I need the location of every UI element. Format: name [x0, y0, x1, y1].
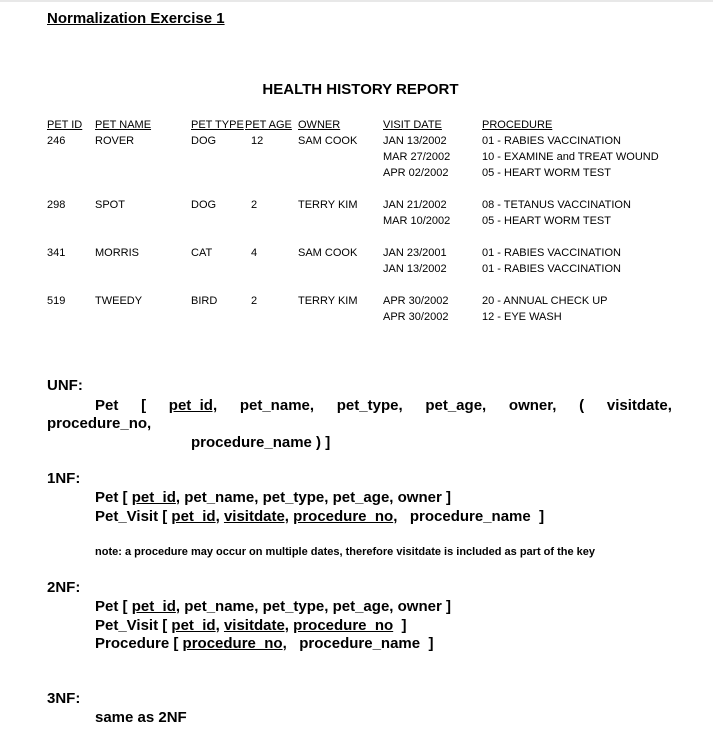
pet-type: DOG	[191, 135, 217, 147]
relation-open: Pet_Visit [	[95, 508, 172, 525]
key-pet-id: pet_id	[131, 489, 176, 506]
pet-owner: SAM COOK	[298, 247, 358, 259]
unf-label: UNF:	[47, 377, 83, 394]
relation-open: Pet [	[95, 489, 132, 506]
nf1-note: note: a procedure may occur on multiple dates, therefore visitdate is included as part of the key	[95, 546, 596, 558]
unf-word: visitdate,	[606, 397, 672, 414]
pet-owner: TERRY KIM	[298, 199, 358, 211]
key-visitdate: visitdate,	[223, 508, 289, 525]
pet-type: CAT	[191, 247, 213, 259]
pet-name: SPOT	[95, 199, 125, 211]
unf-word: pet_name,	[239, 397, 315, 414]
relation-open: Pet_Visit [	[95, 617, 172, 634]
header-pet-id: PET ID	[47, 119, 83, 131]
key-pet-id: pet_id	[131, 598, 176, 615]
pet-age: 2	[251, 199, 258, 211]
visit-date: MAR 10/2002	[383, 215, 451, 227]
nf2-pet-relation	[95, 598, 451, 615]
key-procedure-no: procedure_no	[293, 508, 394, 525]
relation-open: Procedure [	[95, 635, 183, 652]
unf-word: [	[141, 397, 147, 414]
nf3-label: 3NF:	[47, 690, 81, 707]
separator: ,	[215, 508, 224, 525]
procedure: 08 - TETANUS VACCINATION	[482, 199, 631, 211]
unf-line-1	[95, 397, 672, 414]
report-title: HEALTH HISTORY REPORT	[262, 81, 459, 98]
visit-date: JAN 21/2002	[383, 199, 447, 211]
nf1-pet-visit-relation	[95, 508, 544, 525]
pet-name: ROVER	[95, 135, 135, 147]
pet-age: 4	[251, 247, 258, 259]
nf2-pet-visit-relation	[95, 617, 407, 634]
relation-rest: , pet_name, pet_type, pet_age, owner ]	[175, 598, 451, 615]
relation-rest: , procedure_name ]	[282, 635, 434, 652]
unf-word: pet_type,	[336, 397, 403, 414]
pet-name: MORRIS	[95, 247, 139, 259]
procedure: 05 - HEART WORM TEST	[482, 215, 611, 227]
unf-line-3: procedure_name ) ]	[191, 434, 331, 451]
procedure: 12 - EYE WASH	[482, 311, 562, 323]
nf3-text: same as 2NF	[95, 709, 187, 726]
header-pet-age: PET AGE	[245, 119, 292, 131]
pet-type: DOG	[191, 199, 217, 211]
unf-word: owner,	[508, 397, 557, 414]
procedure: 20 - ANNUAL CHECK UP	[482, 295, 608, 307]
pet-age: 2	[251, 295, 258, 307]
key-pet-id: pet_id	[171, 617, 216, 634]
pet-id: 246	[47, 135, 66, 147]
document-title: Normalization Exercise 1	[47, 10, 225, 27]
unf-key-pet-id: pet_id,	[168, 397, 218, 414]
visit-date: JAN 13/2002	[383, 135, 447, 147]
procedure: 01 - RABIES VACCINATION	[482, 263, 621, 275]
header-owner: OWNER	[298, 119, 341, 131]
relation-open: Pet [	[95, 598, 132, 615]
pet-name: TWEEDY	[95, 295, 143, 307]
pet-id: 341	[47, 247, 66, 259]
procedure: 01 - RABIES VACCINATION	[482, 135, 621, 147]
pet-owner: SAM COOK	[298, 135, 358, 147]
visit-date: APR 30/2002	[383, 295, 449, 307]
key-procedure-no: procedure_no	[293, 617, 394, 634]
header-pet-type: PET TYPE	[191, 119, 244, 131]
visit-date: APR 30/2002	[383, 311, 449, 323]
header-pet-name: PET NAME	[95, 119, 152, 131]
pet-owner: TERRY KIM	[298, 295, 358, 307]
visit-date: JAN 13/2002	[383, 263, 447, 275]
nf1-label: 1NF:	[47, 470, 81, 487]
procedure: 05 - HEART WORM TEST	[482, 167, 611, 179]
procedure: 01 - RABIES VACCINATION	[482, 247, 621, 259]
visit-date: JAN 23/2001	[383, 247, 447, 259]
top-border	[0, 0, 713, 2]
nf2-label: 2NF:	[47, 579, 81, 596]
key-visitdate: visitdate,	[223, 617, 289, 634]
pet-type: BIRD	[191, 295, 218, 307]
nf2-procedure-relation	[95, 635, 433, 652]
unf-word: pet_age,	[425, 397, 487, 414]
unf-word: Pet	[95, 397, 119, 414]
procedure: 10 - EXAMINE and TREAT WOUND	[482, 151, 659, 163]
unf-word: (	[579, 397, 585, 414]
visit-date: APR 02/2002	[383, 167, 449, 179]
pet-id: 519	[47, 295, 66, 307]
relation-rest: ]	[393, 617, 407, 634]
header-visit-date: VISIT DATE	[383, 119, 442, 131]
visit-date: MAR 27/2002	[383, 151, 451, 163]
pet-age: 12	[251, 135, 264, 147]
separator: ,	[215, 617, 224, 634]
relation-rest: , pet_name, pet_type, pet_age, owner ]	[175, 489, 451, 506]
relation-rest: , procedure_name ]	[393, 508, 545, 525]
nf1-pet-relation	[95, 489, 451, 506]
header-procedure: PROCEDURE	[482, 119, 553, 131]
pet-id: 298	[47, 199, 66, 211]
unf-line-2: procedure_no,	[47, 415, 152, 432]
key-pet-id: pet_id	[171, 508, 216, 525]
key-procedure-no: procedure_no	[182, 635, 283, 652]
